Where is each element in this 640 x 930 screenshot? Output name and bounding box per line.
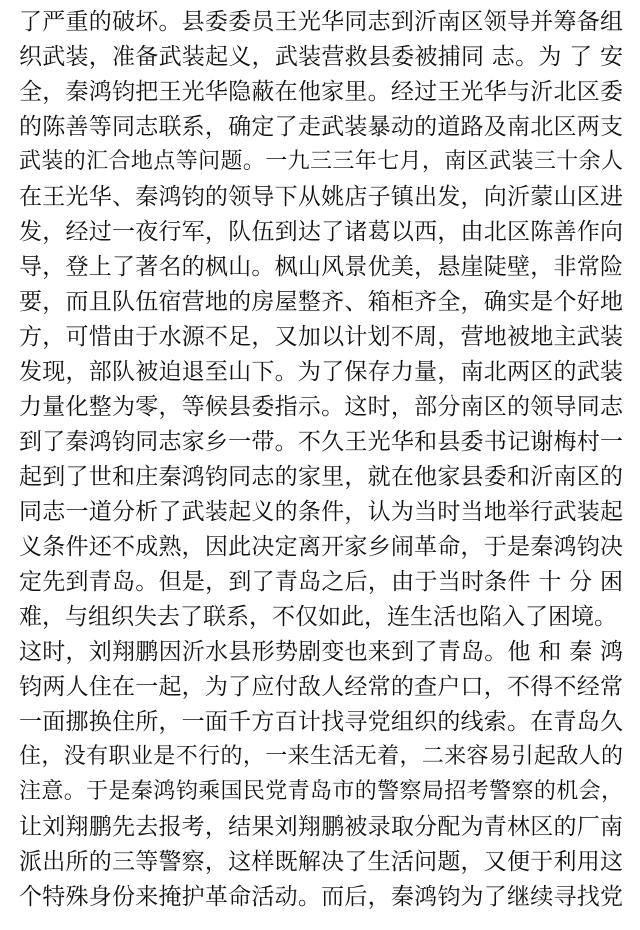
text-line-15: 同志一道分析了武装起义的条件，认为当时当地举行武装起 [19,499,623,525]
text-line-16: 义条件还不成熟，因此决定离开家乡闹革命，于是秦鸿钧决 [19,534,623,560]
text-line-4: 的陈善等同志联系，确定了走武装暴动的道路及南北区两支 [19,114,623,140]
text-line-24: 让刘翔鹏先去报考，结果刘翔鹏被录取分配为青林区的厂南 [19,814,623,840]
text-line-3: 全，秦鸿钧把王光华隐蔽在他家里。经过王光华与沂北区委 [19,79,623,105]
text-line-14: 起到了世和庄秦鸿钧同志的家里，就在他家县委和沂南区的 [19,464,623,490]
text-line-19: 这时，刘翔鹏因沂水县形势剧变也来到了青岛。他 和 秦 鸿 [19,639,623,665]
text-line-26: 个特殊身份来掩护革命活动。而后，秦鸿钧为了继续寻找党 [19,884,623,910]
text-line-22: 住，没有职业是不行的，一来生活无着，二来容易引起敌人的 [19,744,623,769]
text-line-6: 在王光华、秦鸿钧的领导下从姚店子镇出发，向沂蒙山区进 [19,184,623,210]
text-line-20: 钧两人住在一起，为了应付敌人经常的查户口，不得不经常 [19,674,623,700]
text-line-25: 派出所的三等警察，这样既解决了生活问题，又便于利用这 [19,849,623,875]
text-line-10: 方，可惜由于水源不足，又加以计划不周，营地被地主武装 [19,324,623,350]
text-line-23: 注意。于是秦鸿钧乘国民党青岛市的警察局招考警察的机会， [19,779,623,804]
text-line-5: 武装的汇合地点等问题。一九三三年七月，南区武装三十余人 [19,149,623,174]
text-line-9: 要，而且队伍宿营地的房屋整齐、箱柜齐全，确实是个好地 [19,289,623,315]
text-line-17: 定先到青岛。但是，到了青岛之后，由于当时条件 十 分 困 [19,569,623,595]
text-line-1: 了严重的破坏。县委委员王光华同志到沂南区领导并筹备组 [19,9,623,35]
text-line-18: 难，与组织失去了联系，不仅如此，连生活也陷入了困境。 [19,604,617,630]
text-line-13: 到了秦鸿钧同志家乡一带。不久王光华和县委书记谢梅村一 [19,429,623,455]
text-line-8: 导，登上了著名的枫山。枫山风景优美，悬崖陡壁，非常险 [19,254,623,280]
text-line-7: 发，经过一夜行军，队伍到达了诸葛以西，由北区陈善作向 [19,219,623,245]
text-line-12: 力量化整为零，等候县委指示。这时，部分南区的领导同志 [19,394,623,420]
text-line-2: 织武装，准备武装起义，武装营救县委被捕同 志。为 了 安 [19,44,623,70]
text-line-21: 一面挪换住所，一面千方百计找寻党组织的线索。在青岛久 [19,709,623,735]
text-line-11: 发现，部队被迫退至山下。为了保存力量，南北两区的武装 [19,359,623,385]
